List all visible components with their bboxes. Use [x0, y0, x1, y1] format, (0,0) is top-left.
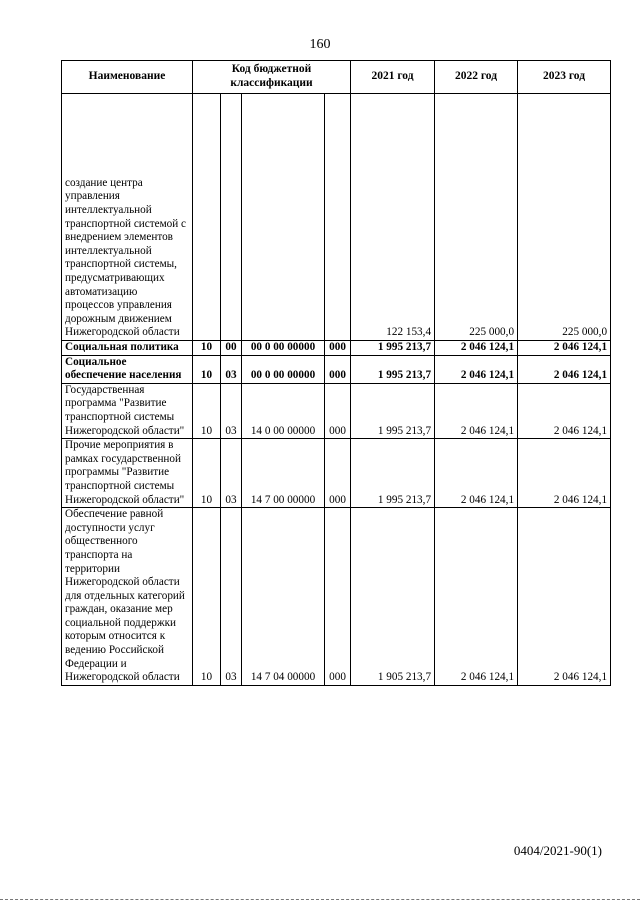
- table-row: [62, 94, 611, 341]
- value-2022: 2 046 124,1: [435, 355, 518, 383]
- code-section: 10: [193, 439, 221, 508]
- row-name: Обеспечение равной доступности услуг общественного транспорта на территории Нижегородской области для отдельных категорий граждан, оказание мер социальной поддержки которым относится к ведению Российской Федерации и Нижегородской области: [62, 508, 193, 686]
- table-header-row: [62, 61, 611, 94]
- table-row: [62, 341, 611, 356]
- code-subsection: [221, 94, 242, 341]
- code-subsection: 03: [221, 383, 242, 438]
- code-type: 000: [325, 341, 351, 356]
- code-subsection: 03: [221, 439, 242, 508]
- value-2021: 1 995 213,7: [351, 439, 435, 508]
- code-subsection: 00: [221, 341, 242, 356]
- code-subsection: 03: [221, 355, 242, 383]
- code-target: 00 0 00 00000: [242, 341, 325, 356]
- value-2021: 1 995 213,7: [351, 355, 435, 383]
- row-name: создание центра управления интеллектуальной транспортной системой с внедрением элементов интеллектуальной транспортной системы, предусматривающих автоматизацию процессов управления дорожным движением Нижегородской области: [62, 94, 193, 341]
- table-row: [62, 383, 611, 438]
- code-type: 000: [325, 355, 351, 383]
- header-name: Наименование: [62, 61, 193, 94]
- code-target: [242, 94, 325, 341]
- value-2022: 2 046 124,1: [435, 341, 518, 356]
- code-target: 00 0 00 00000: [242, 355, 325, 383]
- header-code: Код бюджетной классификации: [193, 61, 351, 94]
- value-2021: 1 995 213,7: [351, 383, 435, 438]
- code-type: [325, 94, 351, 341]
- row-name: Социальное обеспечение населения: [62, 355, 193, 383]
- row-name: Государственная программа "Развитие транспортной системы Нижегородской области": [62, 383, 193, 438]
- scan-edge-line: [0, 899, 640, 902]
- code-target: 14 0 00 00000: [242, 383, 325, 438]
- value-2022: 225 000,0: [435, 94, 518, 341]
- table-row: [62, 508, 611, 686]
- code-target: 14 7 04 00000: [242, 508, 325, 686]
- table-row: [62, 355, 611, 383]
- value-2023: 2 046 124,1: [518, 508, 611, 686]
- code-section: 10: [193, 341, 221, 356]
- budget-table: [61, 60, 611, 686]
- code-type: 000: [325, 383, 351, 438]
- value-2023: 225 000,0: [518, 94, 611, 341]
- header-2022: 2022 год: [435, 61, 518, 94]
- value-2023: 2 046 124,1: [518, 439, 611, 508]
- code-type: 000: [325, 508, 351, 686]
- code-section: 10: [193, 508, 221, 686]
- value-2023: 2 046 124,1: [518, 355, 611, 383]
- code-section: 10: [193, 355, 221, 383]
- code-subsection: 03: [221, 508, 242, 686]
- row-name: Социальная политика: [62, 341, 193, 356]
- value-2021: 1 905 213,7: [351, 508, 435, 686]
- value-2021: 122 153,4: [351, 94, 435, 341]
- code-section: [193, 94, 221, 341]
- table-row: [62, 439, 611, 508]
- code-target: 14 7 00 00000: [242, 439, 325, 508]
- page-number: 160: [309, 37, 331, 52]
- value-2021: 1 995 213,7: [351, 341, 435, 356]
- document-code: 0404/2021-90(1): [513, 843, 602, 858]
- code-type: 000: [325, 439, 351, 508]
- value-2022: 2 046 124,1: [435, 508, 518, 686]
- value-2022: 2 046 124,1: [435, 383, 518, 438]
- value-2023: 2 046 124,1: [518, 341, 611, 356]
- value-2022: 2 046 124,1: [435, 439, 518, 508]
- header-2023: 2023 год: [518, 61, 611, 94]
- row-name: Прочие мероприятия в рамках государственной программы "Развитие транспортной системы Нижегородской области": [62, 439, 193, 508]
- value-2023: 2 046 124,1: [518, 383, 611, 438]
- header-2021: 2021 год: [351, 61, 435, 94]
- code-section: 10: [193, 383, 221, 438]
